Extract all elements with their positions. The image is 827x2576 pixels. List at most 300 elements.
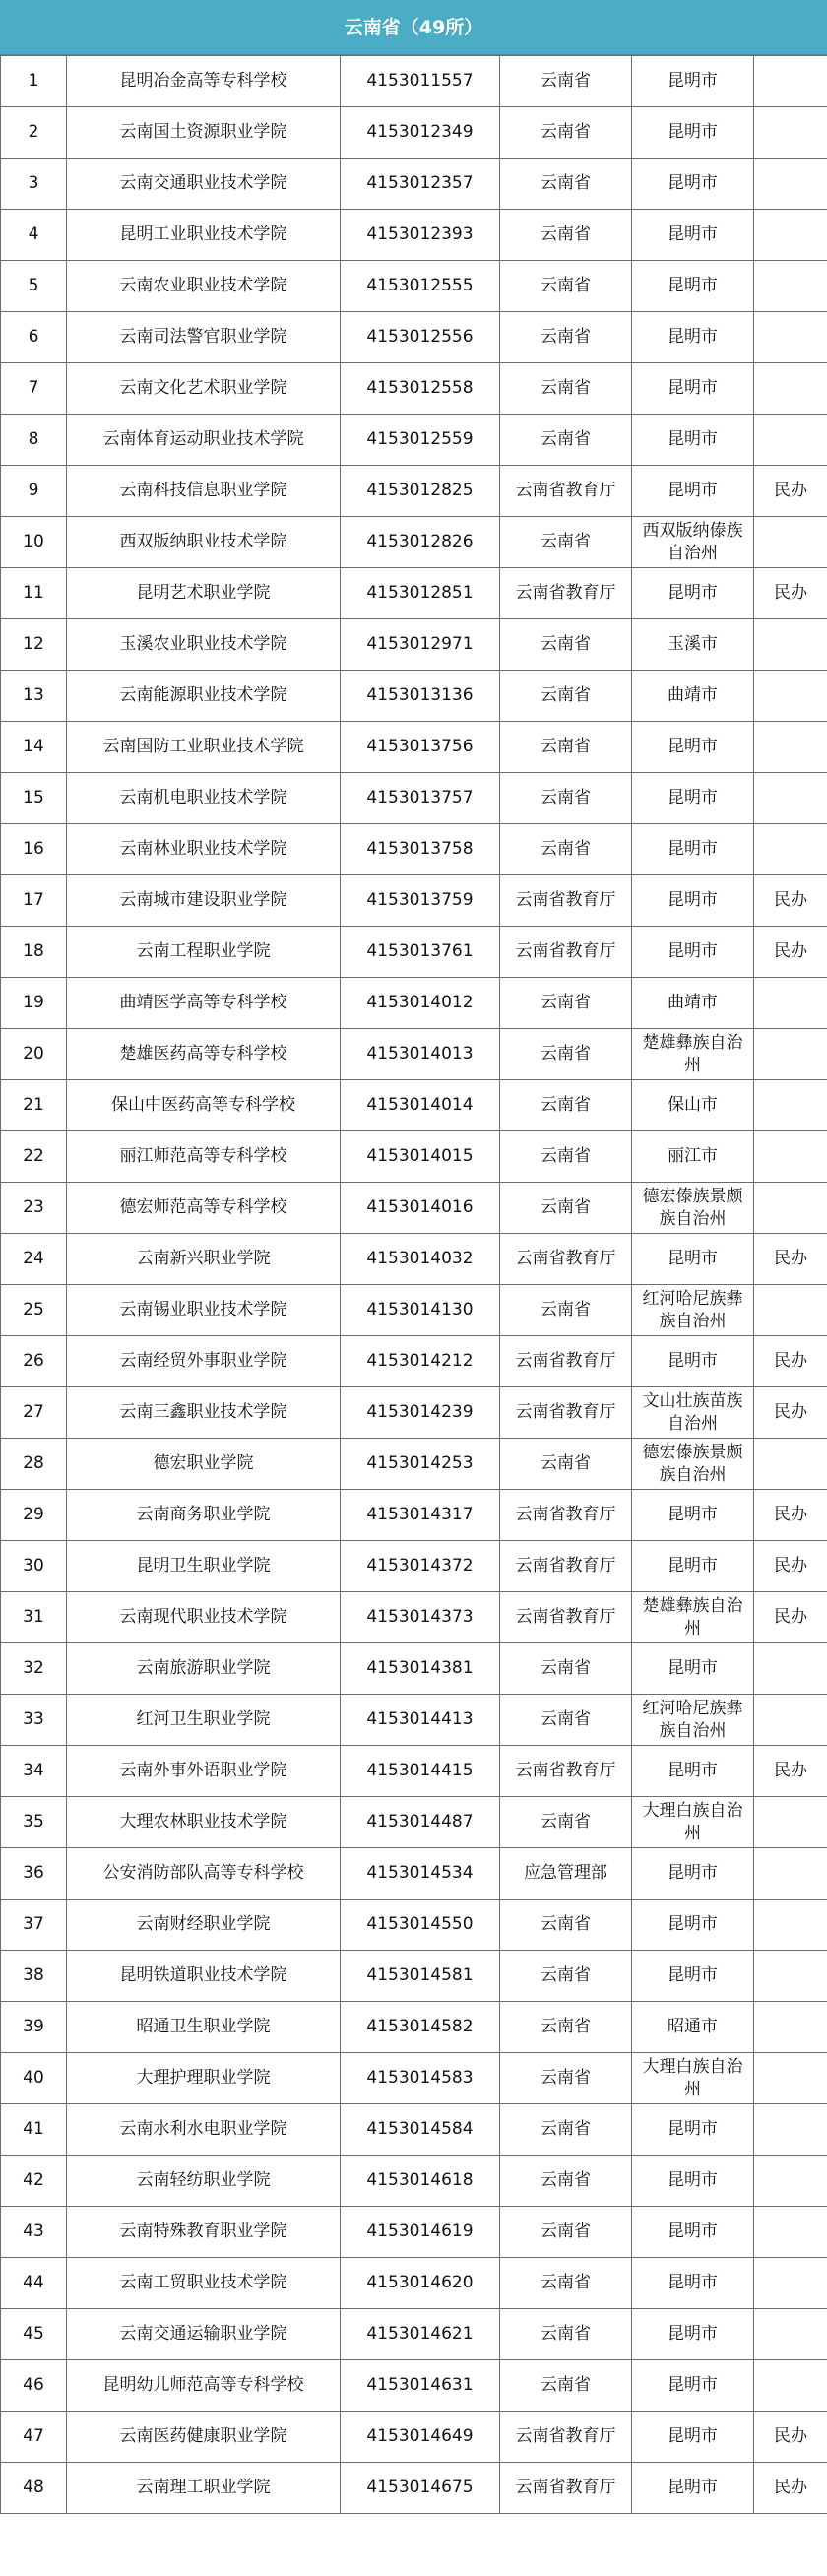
remark-cell <box>754 2258 827 2309</box>
table-title: 云南省（49所） <box>0 0 827 55</box>
table-row <box>1 1285 827 1336</box>
authority-cell: 云南省 <box>500 1183 632 1234</box>
remark-cell <box>754 2156 827 2207</box>
row-number-cell: 15 <box>1 773 67 824</box>
authority-cell: 云南省 <box>500 1285 632 1336</box>
school-name-cell: 公安消防部队高等专科学校 <box>67 1848 341 1900</box>
authority-cell: 云南省 <box>500 1643 632 1695</box>
authority-cell: 云南省 <box>500 2053 632 2104</box>
location-cell: 昆明市 <box>632 1900 754 1951</box>
school-name-cell: 云南交通运输职业学院 <box>67 2309 341 2360</box>
authority-cell: 云南省 <box>500 415 632 466</box>
remark-cell <box>754 159 827 210</box>
school-name-cell: 云南国防工业职业技术学院 <box>67 722 341 773</box>
location-cell: 昆明市 <box>632 2463 754 2514</box>
school-table <box>0 55 827 2514</box>
row-number-cell: 25 <box>1 1285 67 1336</box>
row-number-cell: 36 <box>1 1848 67 1900</box>
row-number-cell: 35 <box>1 1797 67 1848</box>
location-cell: 昆明市 <box>632 56 754 107</box>
remark-cell <box>754 2104 827 2156</box>
remark-cell: 民办 <box>754 2463 827 2514</box>
school-name-cell: 丽江师范高等专科学校 <box>67 1131 341 1183</box>
remark-cell: 民办 <box>754 1387 827 1439</box>
table-row <box>1 875 827 927</box>
row-number-cell: 28 <box>1 1439 67 1490</box>
school-name-cell: 德宏师范高等专科学校 <box>67 1183 341 1234</box>
row-number-cell: 7 <box>1 363 67 415</box>
row-number-cell: 3 <box>1 159 67 210</box>
location-cell: 楚雄彝族自治州 <box>632 1029 754 1080</box>
table-row <box>1 1643 827 1695</box>
table-row <box>1 978 827 1029</box>
table-row <box>1 1797 827 1848</box>
row-number-cell: 47 <box>1 2412 67 2463</box>
location-cell: 玉溪市 <box>632 619 754 671</box>
row-number-cell: 33 <box>1 1695 67 1746</box>
authority-cell: 云南省 <box>500 1439 632 1490</box>
school-code-cell: 4153012349 <box>341 107 500 159</box>
remark-cell <box>754 1643 827 1695</box>
location-cell: 昆明市 <box>632 1746 754 1797</box>
row-number-cell: 38 <box>1 1951 67 2002</box>
authority-cell: 云南省教育厅 <box>500 1234 632 1285</box>
table-row <box>1 927 827 978</box>
school-name-cell: 云南城市建设职业学院 <box>67 875 341 927</box>
row-number-cell: 26 <box>1 1336 67 1387</box>
table-row <box>1 671 827 722</box>
school-code-cell: 4153014130 <box>341 1285 500 1336</box>
row-number-cell: 44 <box>1 2258 67 2309</box>
school-code-cell: 4153014582 <box>341 2002 500 2053</box>
row-number-cell: 48 <box>1 2463 67 2514</box>
table-row <box>1 1029 827 1080</box>
table-row <box>1 107 827 159</box>
location-cell: 大理白族自治州 <box>632 2053 754 2104</box>
row-number-cell: 14 <box>1 722 67 773</box>
remark-cell <box>754 415 827 466</box>
table-row <box>1 2002 827 2053</box>
location-cell: 昆明市 <box>632 1848 754 1900</box>
school-code-cell: 4153014534 <box>341 1848 500 1900</box>
school-code-cell: 4153012555 <box>341 261 500 312</box>
authority-cell: 云南省 <box>500 1029 632 1080</box>
school-code-cell: 4153011557 <box>341 56 500 107</box>
school-code-cell: 4153014212 <box>341 1336 500 1387</box>
remark-cell <box>754 2002 827 2053</box>
authority-cell: 应急管理部 <box>500 1848 632 1900</box>
table-row <box>1 1695 827 1746</box>
authority-cell: 云南省 <box>500 363 632 415</box>
table-row <box>1 1848 827 1900</box>
school-name-cell: 云南医药健康职业学院 <box>67 2412 341 2463</box>
remark-cell <box>754 824 827 875</box>
school-name-cell: 云南交通职业技术学院 <box>67 159 341 210</box>
table-row <box>1 722 827 773</box>
school-name-cell: 云南工贸职业技术学院 <box>67 2258 341 2309</box>
remark-cell <box>754 2053 827 2104</box>
table-row <box>1 261 827 312</box>
school-code-cell: 4153013756 <box>341 722 500 773</box>
school-name-cell: 云南三鑫职业技术学院 <box>67 1387 341 1439</box>
school-name-cell: 大理护理职业学院 <box>67 2053 341 2104</box>
authority-cell: 云南省教育厅 <box>500 1490 632 1541</box>
authority-cell: 云南省 <box>500 107 632 159</box>
school-code-cell: 4153012558 <box>341 363 500 415</box>
school-code-cell: 4153014381 <box>341 1643 500 1695</box>
remark-cell <box>754 517 827 568</box>
location-cell: 昆明市 <box>632 415 754 466</box>
school-code-cell: 4153013759 <box>341 875 500 927</box>
table-row <box>1 1900 827 1951</box>
remark-cell <box>754 1797 827 1848</box>
remark-cell <box>754 1848 827 1900</box>
school-code-cell: 4153014619 <box>341 2207 500 2258</box>
school-code-cell: 4153012559 <box>341 415 500 466</box>
school-name-cell: 云南水利水电职业学院 <box>67 2104 341 2156</box>
school-name-cell: 云南经贸外事职业学院 <box>67 1336 341 1387</box>
table-row <box>1 2412 827 2463</box>
authority-cell: 云南省 <box>500 978 632 1029</box>
location-cell: 文山壮族苗族自治州 <box>632 1387 754 1439</box>
location-cell: 昆明市 <box>632 2104 754 2156</box>
school-code-cell: 4153014649 <box>341 2412 500 2463</box>
location-cell: 昭通市 <box>632 2002 754 2053</box>
school-code-cell: 4153014675 <box>341 2463 500 2514</box>
remark-cell <box>754 1900 827 1951</box>
authority-cell: 云南省 <box>500 722 632 773</box>
location-cell: 昆明市 <box>632 312 754 363</box>
school-code-cell: 4153014372 <box>341 1541 500 1592</box>
school-code-cell: 4153014620 <box>341 2258 500 2309</box>
authority-cell: 云南省 <box>500 2309 632 2360</box>
location-cell: 德宏傣族景颇族自治州 <box>632 1439 754 1490</box>
table-row <box>1 1951 827 2002</box>
authority-cell: 云南省 <box>500 1695 632 1746</box>
row-number-cell: 22 <box>1 1131 67 1183</box>
authority-cell: 云南省教育厅 <box>500 927 632 978</box>
school-code-cell: 4153012826 <box>341 517 500 568</box>
row-number-cell: 43 <box>1 2207 67 2258</box>
location-cell: 昆明市 <box>632 1643 754 1695</box>
table-row <box>1 2309 827 2360</box>
authority-cell: 云南省 <box>500 671 632 722</box>
school-code-cell: 4153014014 <box>341 1080 500 1131</box>
school-name-cell: 大理农林职业技术学院 <box>67 1797 341 1848</box>
authority-cell: 云南省 <box>500 159 632 210</box>
school-code-cell: 4153013758 <box>341 824 500 875</box>
row-number-cell: 27 <box>1 1387 67 1439</box>
location-cell: 昆明市 <box>632 2207 754 2258</box>
remark-cell <box>754 56 827 107</box>
remark-cell <box>754 722 827 773</box>
remark-cell <box>754 1285 827 1336</box>
table-row <box>1 1490 827 1541</box>
school-name-cell: 昆明幼儿师范高等专科学校 <box>67 2360 341 2412</box>
school-code-cell: 4153014550 <box>341 1900 500 1951</box>
table-row <box>1 210 827 261</box>
remark-cell <box>754 107 827 159</box>
remark-cell <box>754 671 827 722</box>
table-row <box>1 312 827 363</box>
school-name-cell: 昭通卫生职业学院 <box>67 2002 341 2053</box>
row-number-cell: 39 <box>1 2002 67 2053</box>
row-number-cell: 8 <box>1 415 67 466</box>
row-number-cell: 37 <box>1 1900 67 1951</box>
row-number-cell: 2 <box>1 107 67 159</box>
authority-cell: 云南省教育厅 <box>500 1592 632 1643</box>
row-number-cell: 6 <box>1 312 67 363</box>
school-name-cell: 云南锡业职业技术学院 <box>67 1285 341 1336</box>
table-row <box>1 466 827 517</box>
row-number-cell: 46 <box>1 2360 67 2412</box>
remark-cell <box>754 1439 827 1490</box>
school-code-cell: 4153014581 <box>341 1951 500 2002</box>
school-name-cell: 云南财经职业学院 <box>67 1900 341 1951</box>
row-number-cell: 31 <box>1 1592 67 1643</box>
remark-cell <box>754 1951 827 2002</box>
location-cell: 昆明市 <box>632 2258 754 2309</box>
school-name-cell: 昆明冶金高等专科学校 <box>67 56 341 107</box>
authority-cell: 云南省 <box>500 56 632 107</box>
location-cell: 昆明市 <box>632 824 754 875</box>
school-name-cell: 云南能源职业技术学院 <box>67 671 341 722</box>
location-cell: 昆明市 <box>632 363 754 415</box>
school-name-cell: 云南新兴职业学院 <box>67 1234 341 1285</box>
authority-cell: 云南省教育厅 <box>500 1746 632 1797</box>
school-name-cell: 红河卫生职业学院 <box>67 1695 341 1746</box>
location-cell: 昆明市 <box>632 722 754 773</box>
table-row <box>1 415 827 466</box>
authority-cell: 云南省 <box>500 1080 632 1131</box>
table-row <box>1 824 827 875</box>
location-cell: 德宏傣族景颇族自治州 <box>632 1183 754 1234</box>
remark-cell: 民办 <box>754 466 827 517</box>
school-code-cell: 4153014317 <box>341 1490 500 1541</box>
row-number-cell: 34 <box>1 1746 67 1797</box>
authority-cell: 云南省 <box>500 1797 632 1848</box>
location-cell: 昆明市 <box>632 875 754 927</box>
remark-cell <box>754 210 827 261</box>
row-number-cell: 23 <box>1 1183 67 1234</box>
school-name-cell: 云南旅游职业学院 <box>67 1643 341 1695</box>
location-cell: 昆明市 <box>632 2309 754 2360</box>
location-cell: 昆明市 <box>632 2156 754 2207</box>
table-row <box>1 2207 827 2258</box>
location-cell: 昆明市 <box>632 210 754 261</box>
row-number-cell: 19 <box>1 978 67 1029</box>
location-cell: 楚雄彝族自治州 <box>632 1592 754 1643</box>
remark-cell <box>754 261 827 312</box>
location-cell: 大理白族自治州 <box>632 1797 754 1848</box>
table-row <box>1 568 827 619</box>
table-row <box>1 2463 827 2514</box>
location-cell: 昆明市 <box>632 1490 754 1541</box>
table-body <box>1 56 827 2514</box>
row-number-cell: 45 <box>1 2309 67 2360</box>
table-row <box>1 1234 827 1285</box>
table-row <box>1 1439 827 1490</box>
location-cell: 昆明市 <box>632 107 754 159</box>
school-code-cell: 4153014015 <box>341 1131 500 1183</box>
school-code-cell: 4153014584 <box>341 2104 500 2156</box>
table-row <box>1 1336 827 1387</box>
row-number-cell: 16 <box>1 824 67 875</box>
remark-cell: 民办 <box>754 568 827 619</box>
school-name-cell: 曲靖医学高等专科学校 <box>67 978 341 1029</box>
remark-cell <box>754 2309 827 2360</box>
location-cell: 昆明市 <box>632 568 754 619</box>
authority-cell: 云南省教育厅 <box>500 2412 632 2463</box>
school-code-cell: 4153012556 <box>341 312 500 363</box>
table-row <box>1 2104 827 2156</box>
row-number-cell: 30 <box>1 1541 67 1592</box>
row-number-cell: 10 <box>1 517 67 568</box>
remark-cell: 民办 <box>754 1234 827 1285</box>
location-cell: 昆明市 <box>632 1541 754 1592</box>
authority-cell: 云南省 <box>500 1951 632 2002</box>
school-code-cell: 4153014012 <box>341 978 500 1029</box>
remark-cell <box>754 1695 827 1746</box>
school-code-cell: 4153012971 <box>341 619 500 671</box>
school-name-cell: 云南司法警官职业学院 <box>67 312 341 363</box>
school-name-cell: 云南现代职业技术学院 <box>67 1592 341 1643</box>
authority-cell: 云南省 <box>500 210 632 261</box>
school-name-cell: 玉溪农业职业技术学院 <box>67 619 341 671</box>
school-code-cell: 4153012825 <box>341 466 500 517</box>
school-name-cell: 云南机电职业技术学院 <box>67 773 341 824</box>
authority-cell: 云南省 <box>500 1131 632 1183</box>
row-number-cell: 11 <box>1 568 67 619</box>
authority-cell: 云南省教育厅 <box>500 1336 632 1387</box>
table-row <box>1 1080 827 1131</box>
location-cell: 昆明市 <box>632 2360 754 2412</box>
location-cell: 曲靖市 <box>632 978 754 1029</box>
school-name-cell: 云南科技信息职业学院 <box>67 466 341 517</box>
authority-cell: 云南省 <box>500 2104 632 2156</box>
authority-cell: 云南省 <box>500 2002 632 2053</box>
table-row <box>1 363 827 415</box>
school-code-cell: 4153012357 <box>341 159 500 210</box>
location-cell: 曲靖市 <box>632 671 754 722</box>
school-name-cell: 云南体育运动职业技术学院 <box>67 415 341 466</box>
row-number-cell: 18 <box>1 927 67 978</box>
authority-cell: 云南省 <box>500 2360 632 2412</box>
table-row <box>1 1592 827 1643</box>
school-name-cell: 昆明卫生职业学院 <box>67 1541 341 1592</box>
remark-cell: 民办 <box>754 927 827 978</box>
table-row <box>1 2360 827 2412</box>
school-name-cell: 云南林业职业技术学院 <box>67 824 341 875</box>
location-cell: 昆明市 <box>632 1336 754 1387</box>
remark-cell <box>754 312 827 363</box>
remark-cell: 民办 <box>754 1592 827 1643</box>
school-code-cell: 4153014487 <box>341 1797 500 1848</box>
authority-cell: 云南省 <box>500 517 632 568</box>
school-name-cell: 昆明艺术职业学院 <box>67 568 341 619</box>
school-code-cell: 4153014016 <box>341 1183 500 1234</box>
location-cell: 昆明市 <box>632 261 754 312</box>
table-row <box>1 1541 827 1592</box>
row-number-cell: 20 <box>1 1029 67 1080</box>
remark-cell: 民办 <box>754 1746 827 1797</box>
school-code-cell: 4153012393 <box>341 210 500 261</box>
school-code-cell: 4153014618 <box>341 2156 500 2207</box>
remark-cell: 民办 <box>754 1490 827 1541</box>
remark-cell <box>754 2207 827 2258</box>
authority-cell: 云南省教育厅 <box>500 1387 632 1439</box>
school-name-cell: 云南工程职业学院 <box>67 927 341 978</box>
authority-cell: 云南省 <box>500 619 632 671</box>
authority-cell: 云南省 <box>500 1900 632 1951</box>
school-code-cell: 4153013761 <box>341 927 500 978</box>
school-name-cell: 云南文化艺术职业学院 <box>67 363 341 415</box>
remark-cell <box>754 978 827 1029</box>
table-row <box>1 1746 827 1797</box>
row-number-cell: 24 <box>1 1234 67 1285</box>
school-name-cell: 西双版纳职业技术学院 <box>67 517 341 568</box>
row-number-cell: 32 <box>1 1643 67 1695</box>
school-name-cell: 云南轻纺职业学院 <box>67 2156 341 2207</box>
authority-cell: 云南省教育厅 <box>500 2463 632 2514</box>
remark-cell <box>754 2360 827 2412</box>
school-name-cell: 云南国土资源职业学院 <box>67 107 341 159</box>
location-cell: 昆明市 <box>632 1234 754 1285</box>
authority-cell: 云南省教育厅 <box>500 875 632 927</box>
table-row <box>1 1387 827 1439</box>
school-code-cell: 4153014013 <box>341 1029 500 1080</box>
remark-cell <box>754 1080 827 1131</box>
school-code-cell: 4153014239 <box>341 1387 500 1439</box>
authority-cell: 云南省教育厅 <box>500 466 632 517</box>
school-name-cell: 昆明工业职业技术学院 <box>67 210 341 261</box>
remark-cell: 民办 <box>754 1541 827 1592</box>
remark-cell <box>754 1029 827 1080</box>
authority-cell: 云南省 <box>500 312 632 363</box>
location-cell: 保山市 <box>632 1080 754 1131</box>
school-name-cell: 云南商务职业学院 <box>67 1490 341 1541</box>
school-code-cell: 4153014032 <box>341 1234 500 1285</box>
school-code-cell: 4153014631 <box>341 2360 500 2412</box>
table-row <box>1 1183 827 1234</box>
authority-cell: 云南省 <box>500 2207 632 2258</box>
table-row <box>1 159 827 210</box>
location-cell: 昆明市 <box>632 927 754 978</box>
school-code-cell: 4153014415 <box>341 1746 500 1797</box>
location-cell: 红河哈尼族彝族自治州 <box>632 1285 754 1336</box>
row-number-cell: 42 <box>1 2156 67 2207</box>
table-row <box>1 2053 827 2104</box>
authority-cell: 云南省教育厅 <box>500 568 632 619</box>
authority-cell: 云南省 <box>500 773 632 824</box>
row-number-cell: 21 <box>1 1080 67 1131</box>
table-row <box>1 517 827 568</box>
location-cell: 西双版纳傣族自治州 <box>632 517 754 568</box>
location-cell: 昆明市 <box>632 466 754 517</box>
school-code-cell: 4153013757 <box>341 773 500 824</box>
school-code-cell: 4153014621 <box>341 2309 500 2360</box>
row-number-cell: 12 <box>1 619 67 671</box>
authority-cell: 云南省 <box>500 824 632 875</box>
school-name-cell: 云南理工职业学院 <box>67 2463 341 2514</box>
school-code-cell: 4153012851 <box>341 568 500 619</box>
school-name-cell: 保山中医药高等专科学校 <box>67 1080 341 1131</box>
row-number-cell: 17 <box>1 875 67 927</box>
school-name-cell: 昆明铁道职业技术学院 <box>67 1951 341 2002</box>
table-row <box>1 619 827 671</box>
authority-cell: 云南省 <box>500 2156 632 2207</box>
location-cell: 昆明市 <box>632 773 754 824</box>
